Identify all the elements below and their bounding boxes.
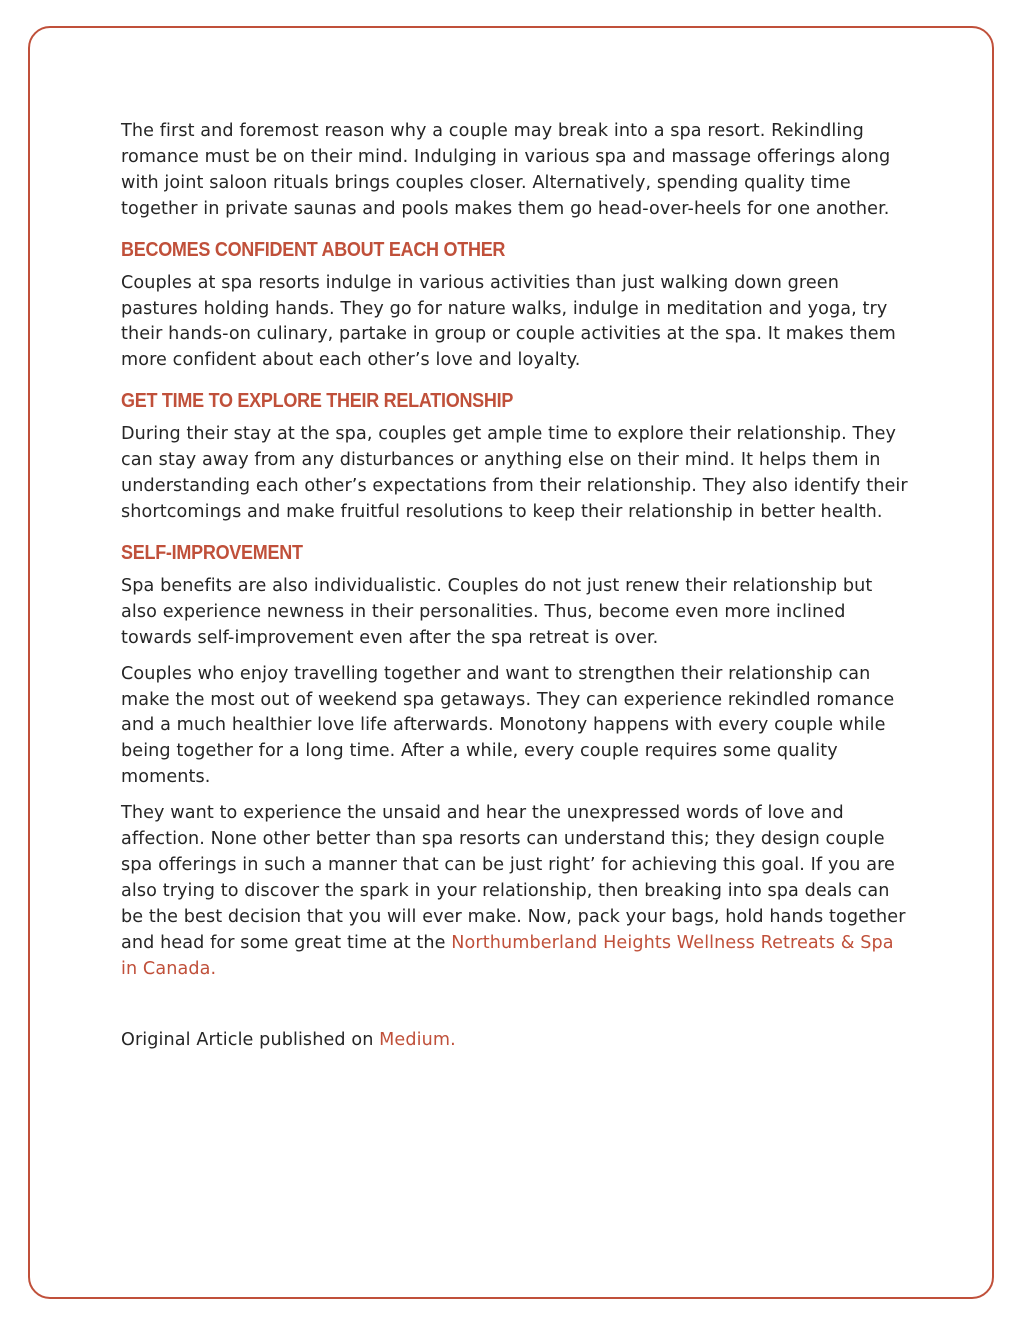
intro-paragraph: The first and foremost reason why a couple may break into a spa resort. Rekindling romance must be on their mind. Indulging in various spa and massage offerings along with joint saloon rituals brings couples closer. Alternatively, spending quality time together in private saunas and pools makes them go head-over-heels for one another. bbox=[121, 121, 891, 219]
footer-line bbox=[121, 1028, 911, 1054]
northumberland-link[interactable]: Northumberland Heights Wellness Retreats & Spa in Canada. bbox=[121, 932, 894, 979]
article-body bbox=[121, 119, 911, 1054]
paragraph-confident: Couples at spa resorts indulge in various activities than just walking down green pastures holding hands. They go for nature walks, indulge in meditation and yoga, try their hands-on culinary, partake in group or couple activities at the spa. It makes them more confident about each other’s love and loyalty. bbox=[121, 272, 896, 371]
conclusion-paragraph-1: Couples who enjoy travelling together and want to strengthen their relationship can make the most out of weekend spa getaways. They can experience rekindled romance and a much healthier love life afterwards. Monotony happens with every couple while being together for a long time. After a while, every couple requires some quality moments. bbox=[121, 663, 895, 788]
heading-explore: GET TIME TO EXPLORE THEIR RELATIONSHIP bbox=[121, 390, 514, 413]
footer-text: Original Article published on bbox=[121, 1030, 380, 1051]
medium-link[interactable]: Medium. bbox=[379, 1030, 456, 1051]
conclusion-paragraph-2-text: They want to experience the unsaid and hear the unexpressed words of love and affection. None other better than spa resorts can understand this; they design couple spa offerings in such a manner that can be just right’ for achieving this goal. If you are also trying to discover the spark in your relationship, then breaking into spa deals can be the best decision that you will ever make. Now, pack your bags, hold hands together and head for some great time at the bbox=[121, 803, 906, 953]
conclusion-paragraph-2 bbox=[121, 801, 911, 982]
heading-confident: BECOMES CONFIDENT ABOUT EACH OTHER bbox=[121, 238, 506, 261]
paragraph-self-improvement: Spa benefits are also individualistic. Couples do not just renew their relationship but also experience newness in their personalities. Thus, become even more inclined towards self-improvement even after the spa retreat is over. bbox=[121, 575, 873, 648]
heading-self-improvement: SELF-IMPROVEMENT bbox=[121, 541, 303, 564]
paragraph-explore: During their stay at the spa, couples get ample time to explore their relationship. They can stay away from any disturbances or anything else on their mind. It helps them in understanding each other’s expectations from their relationship. They also identify their shortcomings and make fruitful resolutions to keep their relationship in better health. bbox=[121, 424, 908, 522]
